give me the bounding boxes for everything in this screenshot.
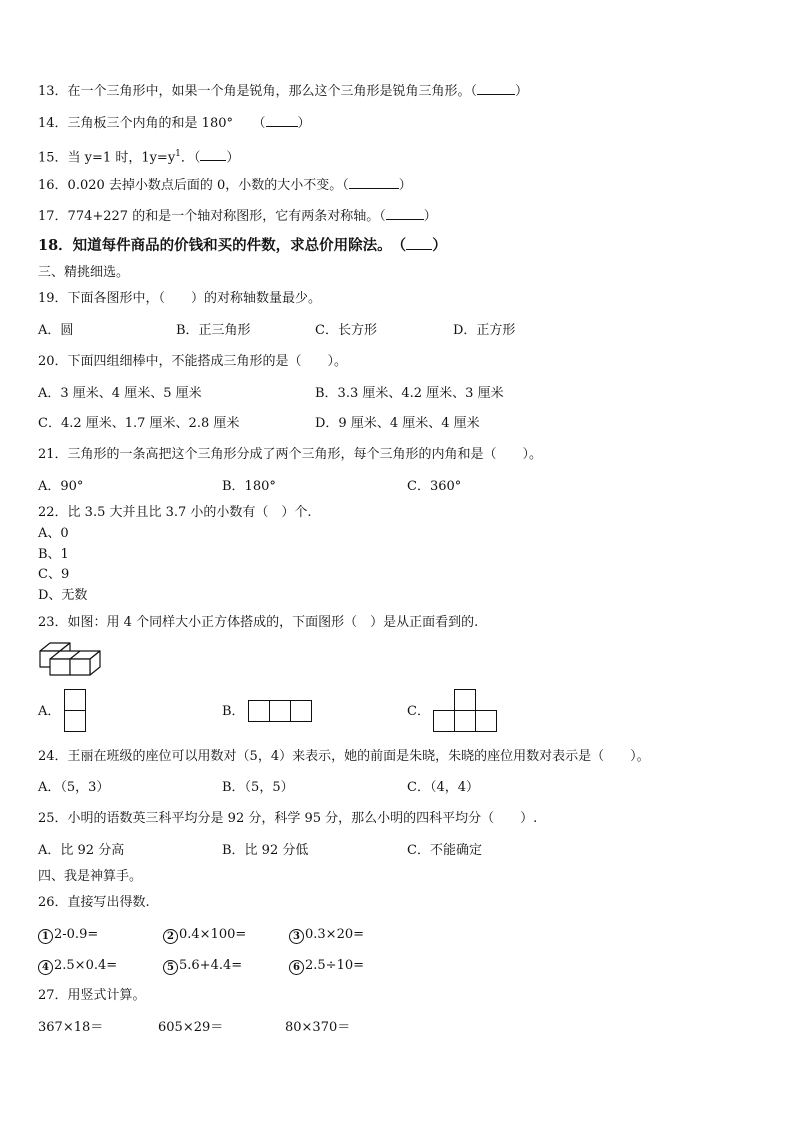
question-16: 16．0.020 去掉小数点后面的 0，小数的大小不变。（ ）: [38, 178, 412, 193]
question-27-text: 27．用竖式计算。: [38, 988, 146, 1003]
option-b-square: [269, 700, 291, 722]
option-c[interactable]: C．360°: [407, 479, 462, 494]
option-c[interactable]: C、9: [38, 567, 70, 582]
question-15: 15．当 y=1 时，$1y=y^1$．（ ）: [38, 149, 240, 166]
option-d[interactable]: D．正方形: [453, 323, 516, 338]
option-c[interactable]: C．（4，4）: [407, 780, 479, 795]
answer-blank[interactable]: [349, 176, 399, 189]
question-18: 18．知道每件商品的价钱和买的件数，求总价用除法。 （ ）: [38, 237, 447, 254]
question-14-text: 14．三角板三个内角的和是 180° （: [38, 116, 266, 131]
calc-item-5[interactable]: 5 5.6+4.4=: [163, 957, 242, 975]
answer-blank[interactable]: [386, 207, 424, 220]
answer-blank[interactable]: [477, 82, 515, 95]
option-b[interactable]: B．180°: [222, 479, 276, 494]
vertical-calc-item-2[interactable]: 605×29＝: [158, 1020, 224, 1035]
option-a[interactable]: A．（5，3）: [38, 780, 110, 795]
circled-number: 3: [289, 929, 304, 944]
question-24-text: 24．王丽在班级的座位可以用数对（5，4）来表示，她的前面是朱晓，朱晓的座位用数对表示是（ ）。: [38, 749, 650, 764]
answer-blank[interactable]: [266, 114, 298, 127]
option-b-square: [290, 700, 312, 722]
option-c[interactable]: C．4.2 厘米、1.7 厘米、2.8 厘米: [38, 416, 240, 431]
option-b[interactable]: B、1: [38, 547, 69, 562]
option-a[interactable]: A．: [38, 704, 61, 719]
option-b-square: [248, 700, 270, 722]
calc-item-4[interactable]: 4 2.5×0.4=: [38, 957, 117, 975]
option-c-square-top: [454, 689, 476, 711]
question-21-text: 21．三角形的一条高把这个三角形分成了两个三角形，每个三角形的内角和是（ ）。: [38, 447, 543, 462]
answer-blank[interactable]: [200, 148, 226, 161]
option-b[interactable]: B．: [222, 704, 245, 719]
question-14: 14．三角板三个内角的和是 180° （ ）: [38, 116, 311, 131]
section-title-4: 四、我是神算手。: [38, 869, 143, 884]
question-23-text: 23．如图：用 4 个同样大小正方体搭成的，下面图形（ ）是从正面看到的.: [38, 615, 479, 630]
question-13-text: 13．在一个三角形中，如果一个角是锐角，那么这个三角形是锐角三角形。（: [38, 84, 478, 99]
calc-item-3[interactable]: 3 0.3×20=: [289, 926, 364, 944]
section-title-3: 三、精挑细选。: [38, 265, 130, 280]
question-20-text: 20．下面四组细棒中，不能搭成三角形的是（ ）。: [38, 354, 348, 369]
option-b[interactable]: B．正三角形: [176, 323, 251, 338]
option-a-square-top: [64, 689, 86, 711]
option-a-square-bottom: [64, 710, 86, 732]
option-a[interactable]: A、0: [38, 526, 69, 541]
question-26-text: 26．直接写出得数.: [38, 895, 150, 910]
option-b[interactable]: B．（5，5）: [222, 780, 294, 795]
vertical-calc-item-3[interactable]: 80×370＝: [285, 1020, 351, 1035]
option-a[interactable]: A．3 厘米、4 厘米、5 厘米: [38, 386, 202, 401]
option-c[interactable]: C．长方形: [315, 323, 377, 338]
option-a[interactable]: A．比 92 分高: [38, 843, 125, 858]
cubes-figure: [38, 641, 108, 677]
option-b[interactable]: B．比 92 分低: [222, 843, 309, 858]
circled-number: 1: [38, 929, 53, 944]
question-17: 17．774+227 的和是一个轴对称图形，它有两条对称轴。（ ）: [38, 209, 437, 224]
option-b[interactable]: B．3.3 厘米、4.2 厘米、3 厘米: [315, 386, 504, 401]
question-13: 13．在一个三角形中，如果一个角是锐角，那么这个三角形是锐角三角形。（ ）: [38, 84, 529, 99]
calc-item-1[interactable]: 1 2-0.9=: [38, 926, 98, 944]
option-c[interactable]: C．不能确定: [407, 843, 482, 858]
calc-item-2[interactable]: 2 0.4×100=: [163, 926, 246, 944]
question-25-text: 25．小明的语数英三科平均分是 92 分，科学 95 分，那么小明的四科平均分（ ）.: [38, 811, 538, 826]
option-c-square: [433, 710, 455, 732]
question-19-text: 19．下面各图形中，（ ）的对称轴数量最少。: [38, 291, 322, 306]
option-d[interactable]: D．9 厘米、4 厘米、4 厘米: [315, 416, 480, 431]
option-a[interactable]: A．90°: [38, 479, 84, 494]
option-c-square: [454, 710, 476, 732]
circled-number: 5: [163, 960, 178, 975]
option-c[interactable]: C．: [407, 704, 430, 719]
option-c-square: [475, 710, 497, 732]
calc-item-6[interactable]: 6 2.5÷10=: [289, 957, 364, 975]
answer-blank[interactable]: [406, 237, 432, 250]
circled-number: 4: [38, 960, 53, 975]
option-d[interactable]: D、无数: [38, 588, 88, 603]
circled-number: 2: [163, 929, 178, 944]
question-22-text: 22．比 3.5 大并且比 3.7 小的小数有（ ）个.: [38, 505, 312, 520]
option-a[interactable]: A．圆: [38, 323, 74, 338]
circled-number: 6: [289, 960, 304, 975]
vertical-calc-item-1[interactable]: 367×18＝: [38, 1020, 104, 1035]
